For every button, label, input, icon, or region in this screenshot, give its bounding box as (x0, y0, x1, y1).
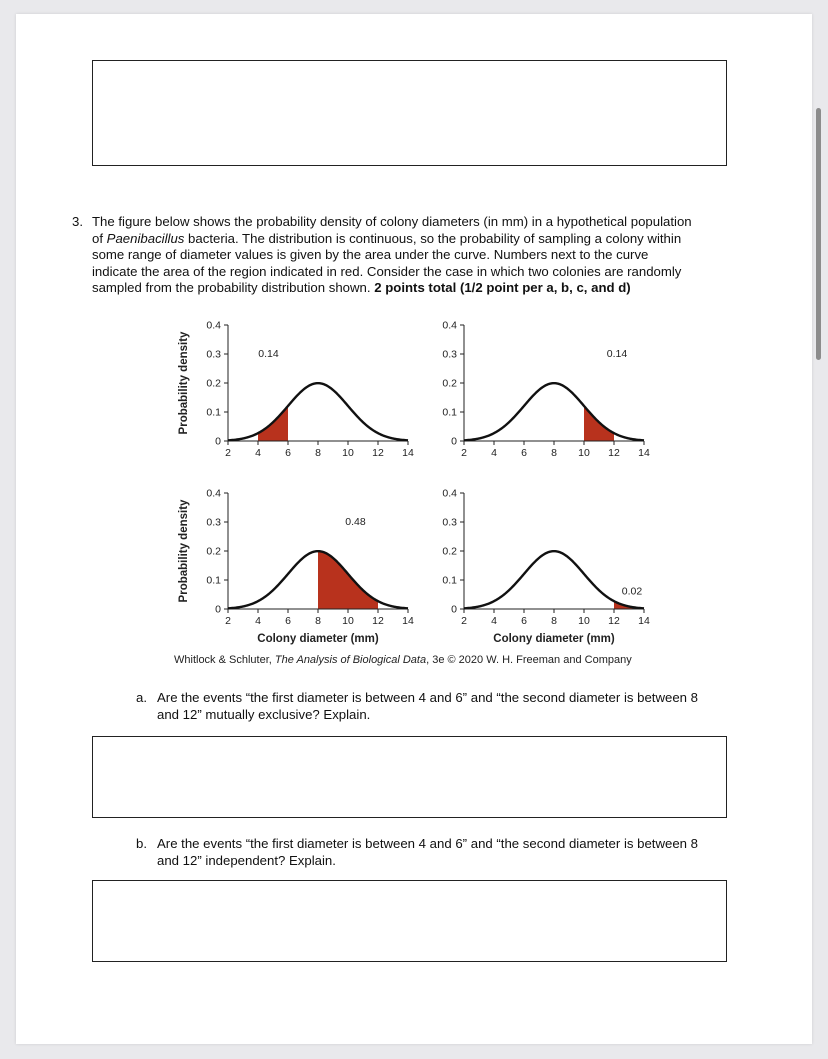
x-tick-label: 4 (255, 447, 261, 459)
y-tick-label: 0.2 (206, 377, 221, 390)
x-tick-label: 2 (461, 447, 467, 459)
sub-question-a-text: Are the events “the first diameter is between 4 and 6” and “the second diameter is between 8 and 12” mutually exclusive? Explain. (157, 690, 698, 722)
x-tick-label: 10 (342, 615, 354, 627)
density-panels (160, 308, 660, 648)
area-label: 0.14 (606, 347, 628, 360)
vertical-scrollbar[interactable] (816, 108, 821, 360)
x-tick-label: 12 (608, 615, 620, 627)
sub-question-b-text: Are the events “the first diameter is between 4 and 6” and “the second diameter is between 8 and 12” independent? Explain. (157, 836, 698, 868)
x-tick-label: 8 (551, 615, 557, 627)
y-tick-label: 0 (451, 435, 457, 448)
y-tick-label: 0.1 (442, 574, 457, 587)
x-axis-title-left: Colony diameter (mm) (257, 633, 379, 645)
x-tick-label: 6 (285, 447, 291, 459)
area-label: 0.48 (345, 515, 366, 528)
y-axis-title-top: Probability density (178, 331, 190, 435)
sub-question-a-letter: a. (136, 690, 147, 705)
sub-question-b-letter: b. (136, 836, 147, 851)
x-tick-label: 12 (608, 447, 620, 459)
y-tick-label: 0.1 (206, 574, 221, 587)
x-tick-label: 12 (372, 447, 384, 459)
question-text: The figure below shows the probability density of colony diameters (in mm) in a hypothetical population of Paenibacillus bacteria. The distribution is continuous, so the probability of sampling a colony within some range of diameter values is given by the area under the curve. Numbers next to the curve indicate the area of the region indicated in red. Consider the case in which two colonies are randomly sampled from the probability distribution shown. 2 points total (1/2 point per a, b, c, and d) (92, 214, 692, 296)
x-tick-label: 10 (578, 447, 590, 459)
points-note: 2 points total (1/2 point per a, b, c, and d) (374, 280, 631, 296)
x-tick-label: 4 (491, 615, 497, 627)
answer-box-a[interactable] (92, 736, 727, 818)
y-tick-label: 0.4 (442, 487, 457, 500)
x-tick-label: 14 (402, 615, 414, 627)
density-curve (228, 383, 408, 440)
y-tick-label: 0.2 (206, 545, 221, 558)
y-tick-label: 0.4 (442, 319, 457, 332)
y-tick-label: 0.4 (206, 319, 221, 332)
panel-bottom-right (442, 488, 650, 628)
y-tick-label: 0 (215, 603, 221, 616)
x-tick-label: 6 (285, 615, 291, 627)
y-tick-label: 0.4 (206, 487, 221, 500)
density-curve (464, 551, 644, 608)
y-tick-label: 0.2 (442, 377, 457, 390)
y-tick-label: 0.1 (206, 406, 221, 419)
question-number: 3. (72, 214, 83, 229)
y-tick-label: 0 (215, 435, 221, 448)
y-tick-label: 0.1 (442, 406, 457, 419)
x-tick-label: 14 (638, 615, 650, 627)
x-tick-label: 12 (372, 615, 384, 627)
x-tick-label: 10 (578, 615, 590, 627)
answer-box-b[interactable] (92, 880, 727, 962)
probability-density-figure (160, 308, 660, 678)
y-axis-title-bottom: Probability density (178, 499, 190, 603)
x-tick-label: 14 (402, 447, 414, 459)
y-tick-label: 0.3 (206, 348, 221, 361)
panel-bottom-left (206, 488, 414, 628)
area-label: 0.02 (621, 585, 643, 598)
x-tick-label: 2 (225, 615, 231, 627)
density-curve (464, 383, 644, 440)
x-tick-label: 8 (315, 615, 321, 627)
panel-top-right (442, 320, 650, 460)
panel-top-left (206, 320, 414, 460)
x-tick-label: 10 (342, 447, 354, 459)
area-label: 0.14 (258, 347, 279, 360)
y-tick-label: 0.3 (442, 516, 457, 529)
y-tick-label: 0.3 (206, 516, 221, 529)
x-tick-label: 8 (315, 447, 321, 459)
x-tick-label: 8 (551, 447, 557, 459)
y-tick-label: 0 (451, 603, 457, 616)
y-tick-label: 0.3 (442, 348, 457, 361)
x-tick-label: 6 (521, 447, 527, 459)
x-tick-label: 2 (225, 447, 231, 459)
shaded-area (318, 551, 378, 609)
x-tick-label: 4 (255, 615, 261, 627)
x-tick-label: 4 (491, 447, 497, 459)
figure-credit: Whitlock & Schluter, The Analysis of Biological Data, 3e © 2020 W. H. Freeman and Company (174, 654, 632, 666)
x-axis-title-right: Colony diameter (mm) (493, 633, 615, 645)
x-tick-label: 14 (638, 447, 650, 459)
x-tick-label: 2 (461, 615, 467, 627)
x-tick-label: 6 (521, 615, 527, 627)
previous-answer-box[interactable] (92, 60, 727, 166)
species-name: Paenibacillus (106, 230, 185, 246)
y-tick-label: 0.2 (442, 545, 457, 558)
